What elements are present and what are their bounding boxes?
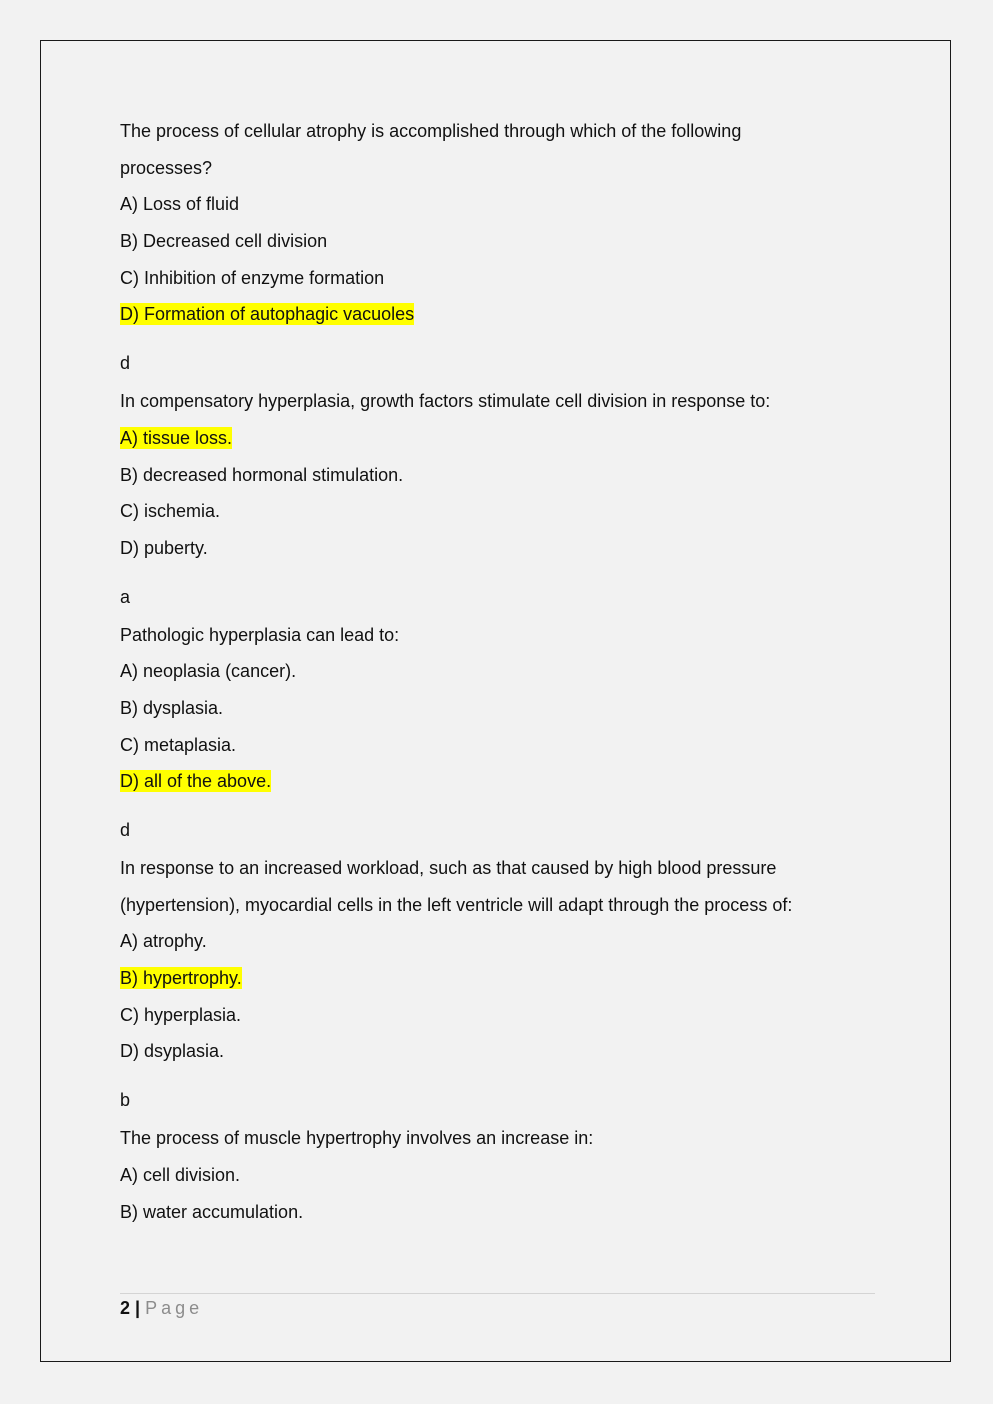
answer-key: a <box>120 586 131 607</box>
question-2 <box>120 383 880 614</box>
footer-separator: | <box>130 1298 146 1318</box>
answer-key: d <box>120 820 131 840</box>
option-d: D) dsyplasia. <box>120 1041 225 1062</box>
option-c: C) ischemia. <box>120 501 221 522</box>
option-c: C) metaplasia. <box>120 734 237 755</box>
option-b: B) Decreased cell division <box>120 231 328 252</box>
option-a: A) atrophy. <box>120 931 207 952</box>
question-stem-line: The process of cellular atrophy is accomplished through which of the following <box>120 121 742 141</box>
question-5 <box>120 1120 880 1230</box>
answer-key: d <box>120 353 131 374</box>
option-a: A) neoplasia (cancer). <box>120 661 297 682</box>
option-c: C) Inhibition of enzyme formation <box>120 267 385 288</box>
option-d-highlighted: D) all of the above. <box>120 771 272 792</box>
question-1 <box>120 113 880 381</box>
option-d: D) puberty. <box>120 537 208 558</box>
question-stem-line: In compensatory hyperplasia, growth factors stimulate cell division in response to: <box>120 391 771 412</box>
option-b-highlighted: B) hypertrophy. <box>120 968 242 989</box>
page-number: 2 <box>120 1298 131 1318</box>
option-b: B) decreased hormonal stimulation. <box>120 464 404 485</box>
option-a: A) cell division. <box>120 1164 241 1185</box>
answer-key: b <box>120 1090 131 1111</box>
question-stem-line: Pathologic hyperplasia can lead to: <box>120 624 400 645</box>
option-a: A) Loss of fluid <box>120 194 240 215</box>
option-b: B) water accumulation. <box>120 1201 304 1222</box>
option-c: C) hyperplasia. <box>120 1004 242 1025</box>
question-stem-line: The process of muscle hypertrophy involves an increase in: <box>120 1128 594 1149</box>
question-stem-line: In response to an increased workload, such as that caused by high blood pressure <box>120 858 777 878</box>
question-stem-line: processes? <box>120 157 213 178</box>
page-footer <box>120 1293 875 1319</box>
document-body <box>120 113 880 1230</box>
question-stem-line: (hypertension), myocardial cells in the left ventricle will adapt through the process of: <box>120 894 793 915</box>
option-d-highlighted: D) Formation of autophagic vacuoles <box>120 304 415 325</box>
question-4 <box>120 850 880 1118</box>
page-label: Page <box>145 1298 204 1318</box>
option-a-highlighted: A) tissue loss. <box>120 427 233 448</box>
option-b: B) dysplasia. <box>120 697 224 718</box>
question-3 <box>120 617 880 848</box>
